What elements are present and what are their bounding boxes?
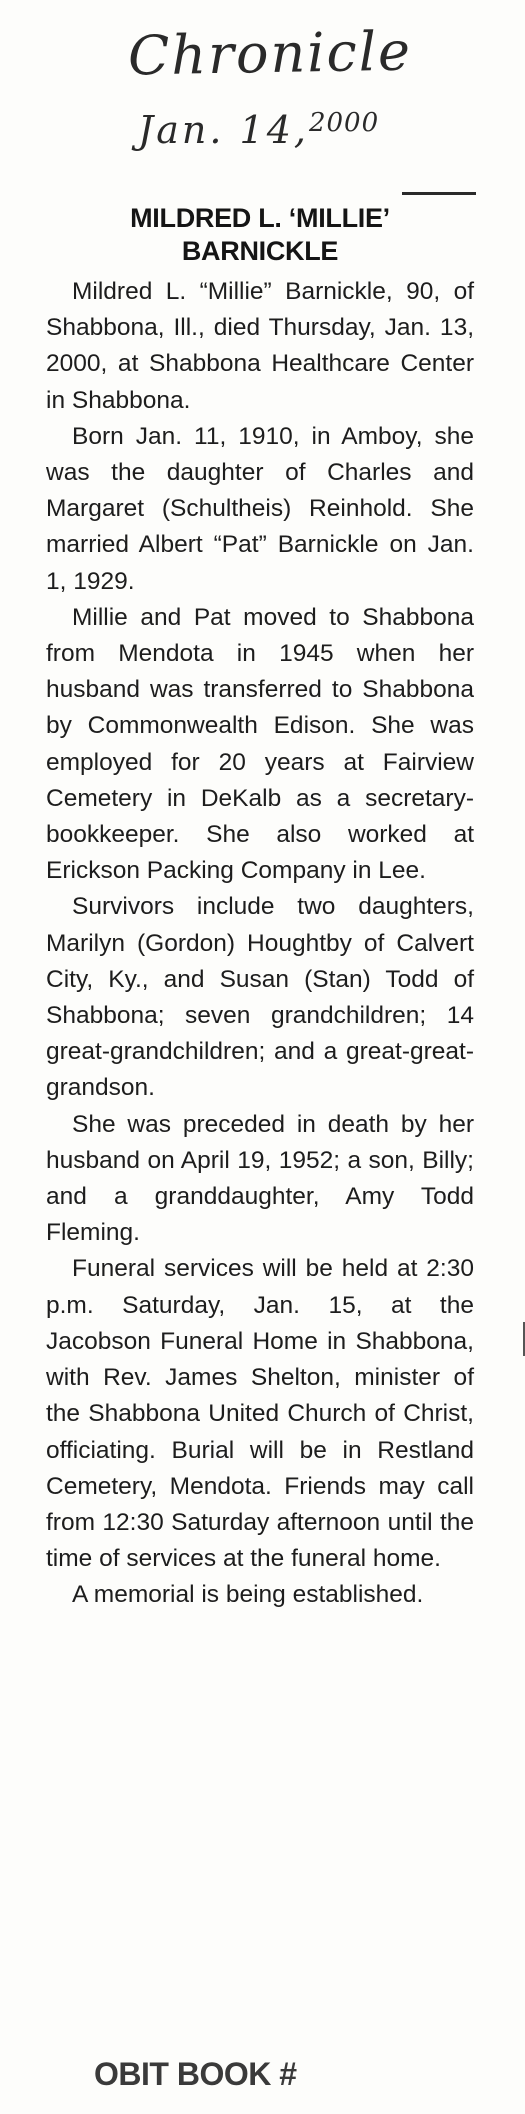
headline-line-2: BARNICKLE	[181, 236, 339, 266]
paragraph-survivors: Survivors include two daughters, Marilyn (Gordon) Houghtby of Calvert City, Ky., and Susan (Stan) Todd of Shabbona; seven grandchildren; 14 great-grandchildren; and a great-great-grandson.	[46, 893, 474, 1102]
obituary-body	[46, 274, 474, 1614]
headline-line-1: MILDRED L. ‘MILLIE’	[130, 203, 390, 233]
paragraph-services: Funeral services will be held at 2:30 p.m. Saturday, Jan. 15, at the Jacobson Funeral Home in Shabbona, with Rev. James Shelton, minister of the Shabbona United Church of Christ, officiating. Burial will be in Restland Cemetery, Mendota. Friends may call from 12:30 Saturday afternoon until the time of services at the funeral home.	[46, 1255, 474, 1573]
handwritten-date-year: 2000	[308, 108, 380, 138]
obituary-column	[46, 202, 474, 1614]
paragraph-career: Millie and Pat moved to Shabbona from Mendota in 1945 when her husband was transferred to Shabbona by Commonwealth Edison. She was employed for 20 years at Fairview Cemetery in DeKalb as a secretary-bookkeeper. She also worked at Erickson Packing Company in Lee.	[46, 603, 474, 885]
obituary-headline	[46, 202, 474, 268]
paragraph-preceded: She was preceded in death by her husband on April 19, 1952; a son, Billy; and a granddaughter, Amy Todd Fleming.	[46, 1110, 474, 1247]
handwritten-date	[138, 108, 379, 152]
obit-book-stamp: OBIT BOOK #	[94, 2056, 297, 2092]
paragraph-death: Mildred L. “Millie” Barnickle, 90, of Shabbona, Ill., died Thursday, Jan. 13, 2000, at Shabbona Healthcare Center in Shabbona.	[46, 278, 474, 414]
column-top-rule	[402, 192, 476, 195]
paragraph-birth: Born Jan. 11, 1910, in Amboy, she was the daughter of Charles and Margaret (Schultheis) Reinhold. She married Albert “Pat” Barnickle on Jan. 1, 1929.	[46, 422, 474, 595]
paragraph-memorial: A memorial is being established.	[72, 1581, 424, 1609]
handwritten-date-main: Jan. 14,	[138, 108, 309, 152]
handwritten-publication: Chronicle	[127, 19, 413, 88]
